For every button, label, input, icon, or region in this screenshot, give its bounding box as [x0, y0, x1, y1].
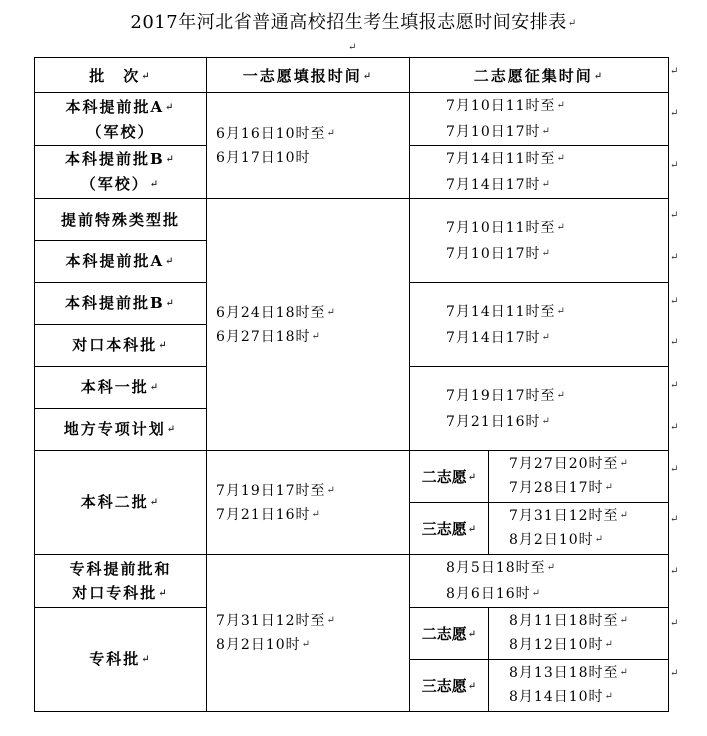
batch-cell: 本科一批↵ — [35, 367, 207, 409]
batch-cell: 本科提前批A↵ （军校） — [35, 93, 207, 146]
paragraph-mark-icon: ↵ — [670, 108, 679, 119]
paragraph-mark-icon: ↵ — [567, 17, 577, 29]
table-header-row — [35, 58, 669, 93]
batch-cell: 提前特殊类型批 — [35, 199, 207, 241]
sub-wish-time: 8月13日18时至↵ 8月14日10时↵ — [489, 659, 669, 711]
batch-cell: 专科提前批和 对口专科批↵ — [35, 555, 207, 608]
paragraph-mark-icon: ↵ — [670, 668, 679, 679]
sub-wish-label: 三志愿↵ — [410, 659, 489, 711]
first-time-cell: 6月16日10时至↵ 6月17日10时 — [207, 93, 410, 199]
sub-wish-time: 7月31日12时至↵ 8月2日10时↵ — [489, 502, 669, 554]
first-time-cell: 6月24日18时至↵ 6月27日18时↵ — [207, 199, 410, 451]
header-first-wish: 一志愿填报时间↵ — [207, 58, 410, 93]
schedule-table — [34, 57, 669, 712]
table-row — [35, 93, 669, 146]
paragraph-mark-icon: ↵ — [670, 337, 679, 348]
second-time-cell: 7月14日11时至↵ 7月14日17时↵ — [410, 146, 669, 199]
batch-cell: 本科提前批B↵ — [35, 283, 207, 325]
header-batch: 批 次↵ — [35, 58, 207, 93]
second-time-cell: 8月5日18时至↵ 8月6日16时↵ — [410, 555, 669, 608]
paragraph-mark-icon: ↵ — [670, 422, 679, 433]
paragraph-mark-icon: ↵ — [670, 252, 679, 263]
batch-cell: 地方专项计划↵ — [35, 409, 207, 451]
batch-cell: 专科批↵ — [35, 608, 207, 712]
paragraph-mark-icon: ↵ — [670, 618, 679, 629]
table-row — [35, 555, 669, 608]
paragraph-mark-icon: ↵ — [670, 566, 679, 577]
header-second-wish: 二志愿征集时间↵ — [410, 58, 669, 93]
sub-wish-label: 二志愿↵ — [410, 451, 489, 502]
batch-cell: 对口本科批↵ — [35, 325, 207, 367]
paragraph-mark-icon: ↵ — [670, 464, 679, 475]
sub-wish-label: 三志愿↵ — [410, 502, 489, 554]
sub-wish-label: 二志愿↵ — [410, 608, 489, 659]
paragraph-mark-icon: ↵ — [670, 210, 679, 221]
sub-wish-time: 8月11日18时至↵ 8月12日10时↵ — [489, 608, 669, 659]
page-title — [0, 8, 707, 34]
table-row — [35, 199, 669, 241]
first-time-cell: 7月19日17时至↵ 7月21日16时↵ — [207, 451, 410, 555]
paragraph-mark-icon: ↵ — [670, 514, 679, 525]
second-time-cell: 7月10日11时至↵ 7月10日17时↵ — [410, 93, 669, 146]
paragraph-mark-icon: ↵ — [670, 66, 679, 77]
batch-cell: 本科提前批B↵ （军校）↵ — [35, 146, 207, 199]
paragraph-mark-icon: ↵ — [348, 42, 357, 53]
title-text: 2017年河北省普通高校招生考生填报志愿时间安排表 — [130, 12, 567, 33]
first-time-cell: 7月31日12时至↵ 8月2日10时↵ — [207, 555, 410, 712]
second-time-cell: 7月14日11时至↵ 7月14日17时↵ — [410, 283, 669, 367]
paragraph-mark-icon: ↵ — [670, 296, 679, 307]
paragraph-mark-icon: ↵ — [670, 380, 679, 391]
table-row — [35, 451, 669, 555]
sub-wish-table — [410, 608, 668, 711]
sub-wish-cell — [410, 451, 669, 555]
second-time-cell: 7月19日17时至↵ 7月21日16时↵ — [410, 367, 669, 451]
sub-wish-cell — [410, 608, 669, 712]
batch-cell: 本科提前批A↵ — [35, 241, 207, 283]
sub-wish-time: 7月27日20时至↵ 7月28日17时↵ — [489, 451, 669, 502]
second-time-cell: 7月10日11时至↵ 7月10日17时↵ — [410, 199, 669, 283]
sub-wish-table — [410, 451, 668, 554]
batch-cell: 本科二批↵ — [35, 451, 207, 555]
paragraph-mark-icon: ↵ — [670, 160, 679, 171]
